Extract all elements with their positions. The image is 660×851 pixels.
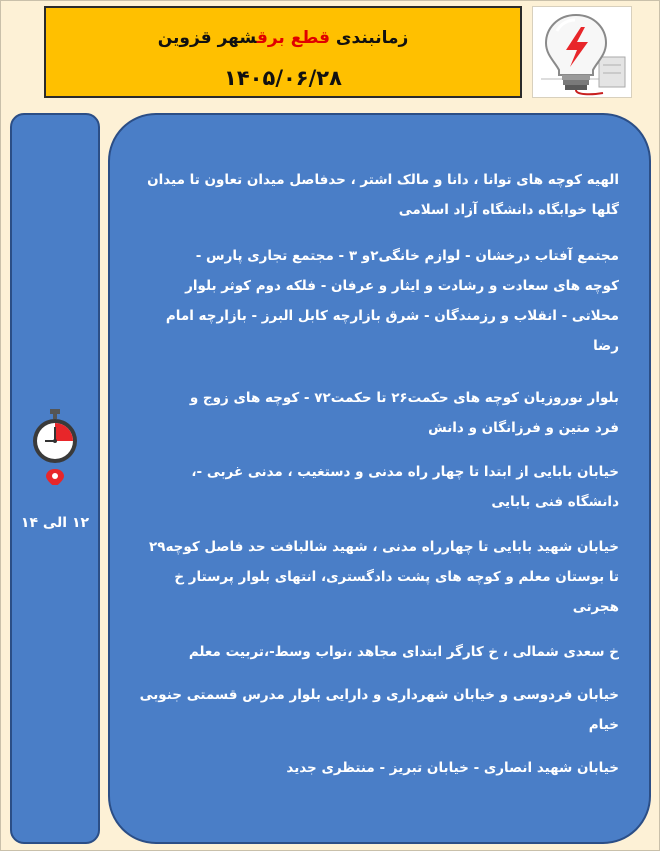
power-bulb-icon	[532, 6, 632, 98]
page-title	[46, 28, 520, 48]
area-line: خیابان فردوسی و خیابان شهرداری و دارایی بلوار مدرس قسمتی جنوبی	[139, 687, 619, 703]
title-highlight: قطع برق	[256, 28, 330, 48]
title-prefix: زمانبندی	[330, 28, 409, 48]
schedule-date: ۱۴۰۵/۰۶/۲۸	[224, 66, 342, 90]
area-line: خیام	[588, 717, 619, 733]
area-line: محلاتی - انقلاب و رزمندگان - شرق بازارچه کابل البرز - بازارچه امام	[165, 308, 619, 324]
area-paragraph	[139, 637, 619, 667]
area-line: خیابان شهید بابایی تا چهارراه مدنی ، شهید شالبافت حد فاصل کوچه۲۹	[148, 539, 619, 555]
area-line: خیابان بابایی از ابتدا تا چهار راه مدنی و دستغیب ، مدنی غربی -،	[191, 464, 619, 480]
time-panel	[10, 113, 100, 844]
area-line: گلها خوابگاه دانشگاه آزاد اسلامی	[398, 202, 619, 218]
area-paragraph	[139, 165, 619, 225]
area-paragraph	[139, 383, 619, 443]
area-line: خیابان شهید انصاری - خیابان تبریز - منتظری جدید	[286, 760, 619, 776]
area-paragraph	[139, 241, 619, 361]
area-line: فرد متین و فرزانگان و دانش	[428, 420, 619, 436]
area-paragraph	[139, 753, 619, 783]
area-paragraph	[139, 532, 619, 622]
area-paragraph	[139, 680, 619, 740]
area-paragraph	[139, 457, 619, 517]
area-line: خ سعدی شمالی ، خ کارگر ابتدای مجاهد ،نواب وسط-،تربیت معلم	[188, 644, 619, 660]
title-city: شهر قزوین	[157, 28, 257, 48]
area-line: رضا	[593, 338, 619, 354]
clock-location-icon	[27, 405, 83, 489]
area-line: هجرتی	[572, 599, 619, 615]
area-line: تا بوستان معلم و کوچه های پشت دادگستری، انتهای بلوار پرستار خ	[174, 569, 619, 585]
time-range: ۱۲ الی ۱۴	[20, 515, 90, 531]
title-box	[44, 6, 522, 98]
area-line: مجتمع آفتاب درخشان - لوازم خانگی۲و ۳ - مجتمع تجاری پارس -	[195, 248, 619, 264]
area-line: کوچه های سعادت و رشادت و ایثار و عرفان - فلکه دوم کوثر بلوار	[185, 278, 619, 294]
areas-panel	[108, 113, 651, 844]
area-line: بلوار نوروزیان کوچه های حکمت۲۶ تا حکمت۷۲ - کوچه های زوج و	[189, 390, 619, 406]
area-line: الهیه کوچه های توانا ، دانا و مالک اشتر ، حدفاصل میدان تعاون تا میدان	[147, 172, 619, 188]
area-line: دانشگاه فنی بابایی	[491, 494, 619, 510]
